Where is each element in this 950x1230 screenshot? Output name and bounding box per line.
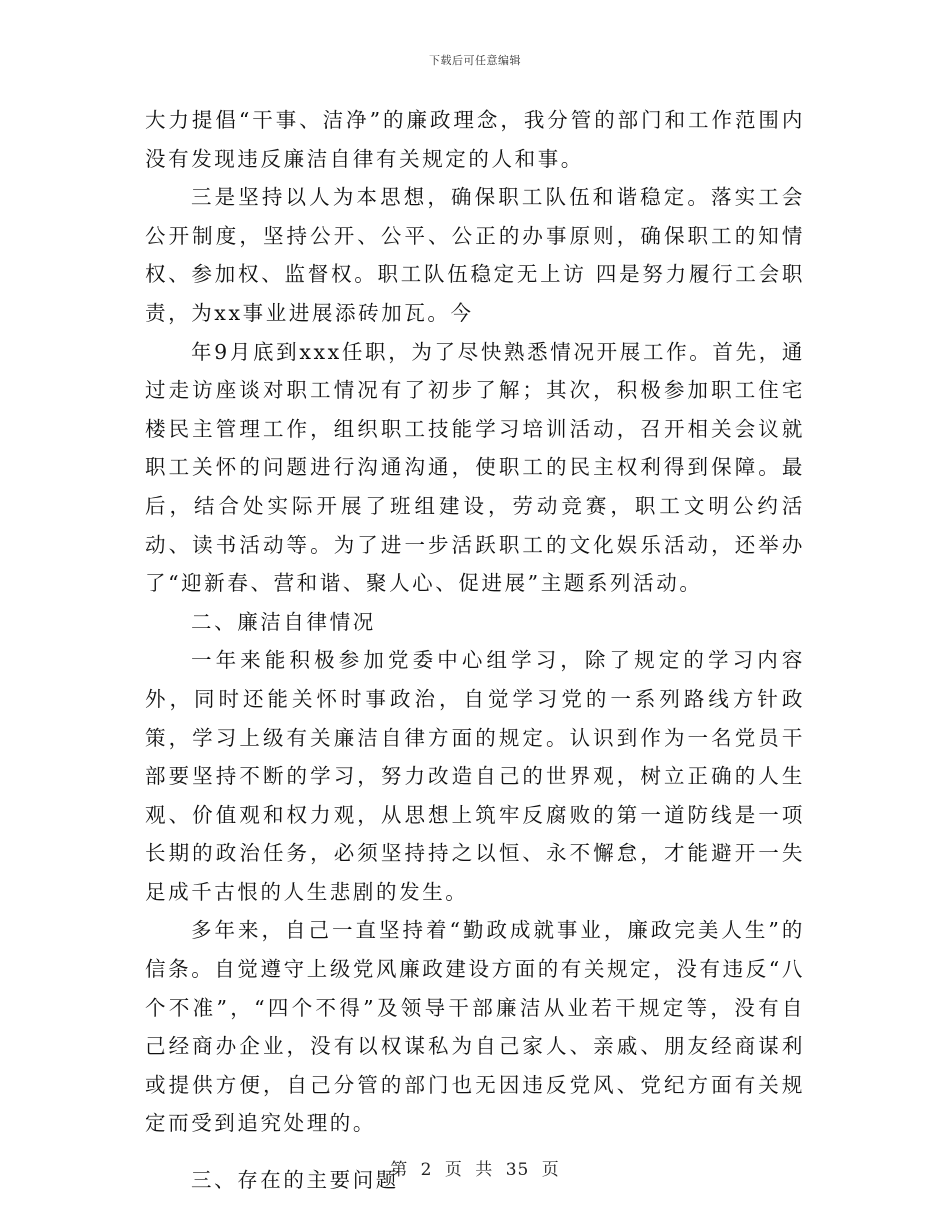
- paragraph-study: 一年来能积极参加党委中心组学习，除了规定的学习内容外，同时还能关怀时事政治，自觉学习党的一系列路线方针政策，学习上级有关廉洁自律方面的规定。认识到作为一名党员干部要坚持不断的学习，努力改造自己的世界观，树立正确的人生观、价值观和权力观，从思想上筑牢反腐败的第一道防线是一项长期的政治任务，必须坚持持之以恒、永不懈怠，才能避开一失足成千古恨的人生悲剧的发生。: [145, 648, 805, 904]
- page-number: 第 2 页 共 35 页: [390, 1160, 560, 1180]
- paragraph-discipline: 多年来，自己一直坚持着“勤政成就事业，廉政完美人生”的信条。自觉遵守上级党风廉政建设方面的有关规定，没有违反“八个不准”，“四个不得”及领导干部廉洁从业若干规定等，没有自己经商办企业，没有以权谋私为自己家人、亲戚、朋友经商谋利或提供方便，自己分管的部门也无因违反党风、党纪方面有关规定而受到追究处理的。: [145, 918, 805, 1136]
- paragraph-appointment: 年9月底到xxx任职，为了尽快熟悉情况开展工作。首先，通过走访座谈对职工情况有了初步了解；其次，积极参加职工住宅楼民主管理工作，组织职工技能学习培训活动，召开相关会议就职工关怀的问题进行沟通沟通，使职工的民主权利得到保障。最后，结合处实际开展了班组建设，劳动竞赛，职工文明公约活动、读书活动等。为了进一步活跃职工的文化娱乐活动，还举办了“迎新春、营和谐、聚人心、促进展”主题系列活动。: [145, 339, 805, 596]
- section-heading-problems: 三、存在的主要问题: [191, 1168, 399, 1193]
- paragraph-item-three: 三是坚持以人为本思想，确保职工队伍和谐稳定。落实工会公开制度，坚持公开、公平、公正的办事原则，确保职工的知情权、参加权、监督权。职工队伍稳定无上访 四是努力履行工会职责，为xx事业进展添砖加瓦。今: [145, 185, 805, 325]
- paragraph-continuation: 大力提倡“干事、洁净”的廉政理念，我分管的部门和工作范围内没有发现违反廉洁自律有关规定的人和事。: [145, 108, 805, 171]
- section-heading-integrity: 二、廉洁自律情况: [191, 609, 376, 634]
- document-body: [145, 101, 805, 1200]
- page-header: 下载后可任意编辑: [429, 54, 521, 67]
